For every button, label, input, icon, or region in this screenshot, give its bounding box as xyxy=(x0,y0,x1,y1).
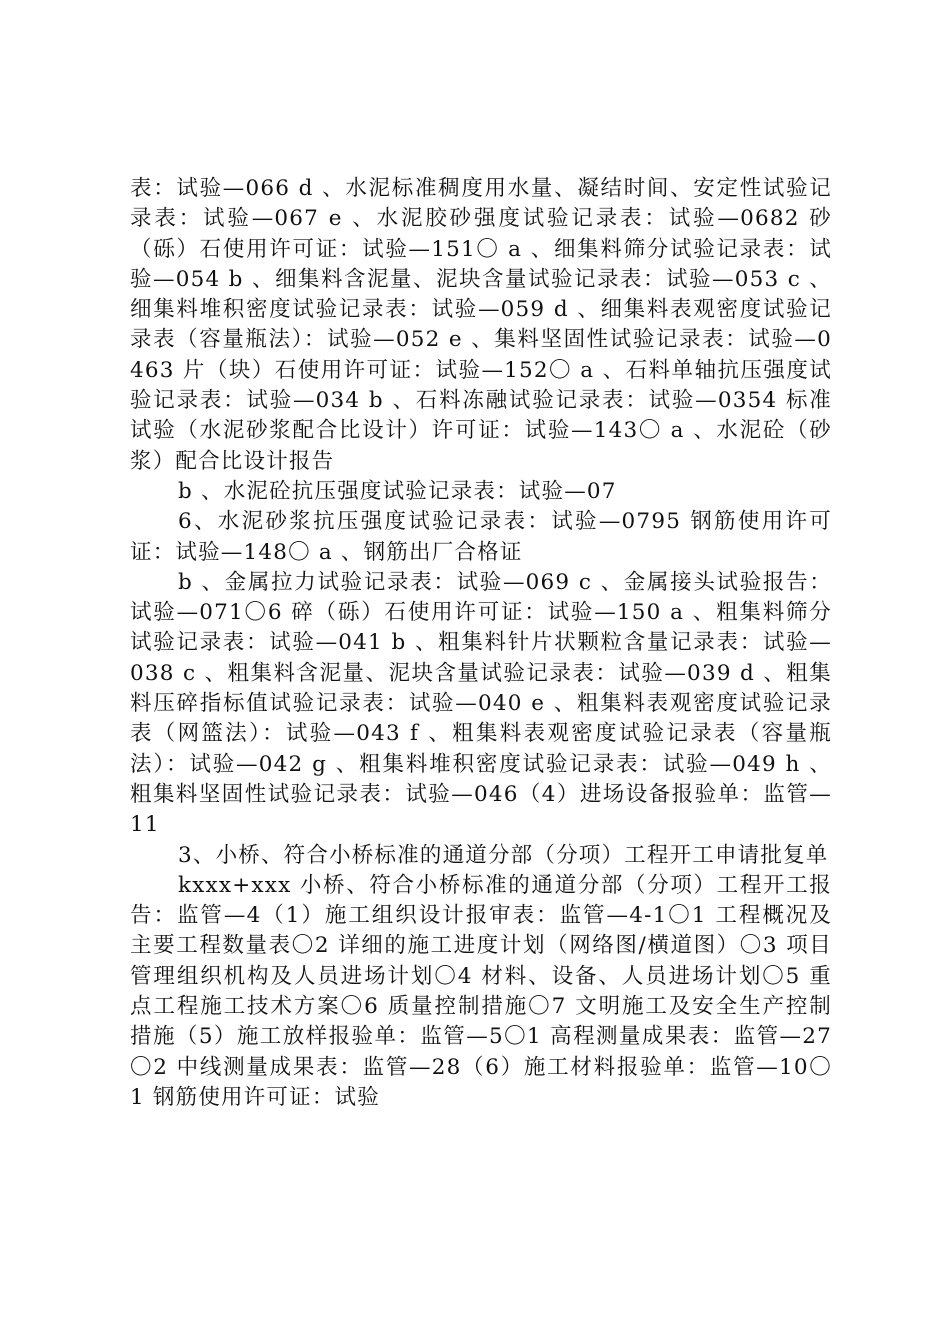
paragraph-concrete-strength: b 、水泥砼抗压强度试验记录表：试验—07 xyxy=(178,478,617,504)
paragraph-metal-tests: b 、金属拉力试验记录表：试验—069 c 、金属接头试验报告：试验—071〇6 碎（砾）石使用许可证：试验—150 a 、粗集料筛分试验记录表：试验—041 b 、粗集料针片状颗粒含量记录表：试验—038 c 、粗集料含泥量、泥块含量试验记录表：试验—039 d 、粗集料压碎指标值试验记录表：试验—040 e 、粗集料表观密度试验记录表（网篮法）：试验—043 f 、粗集料表观密度试验记录表（容量瓶法）：试验—042 g 、粗集料堆积密度试验记录表：试验—049 h 、粗集料坚固性试验记录表：试验—046（4）进场设备报验单：监管—11 xyxy=(130,569,832,838)
document-body xyxy=(130,174,832,1113)
paragraph-mortar-strength: 6、水泥砂浆抗压强度试验记录表：试验—0795 钢筋使用许可证：试验—148〇 a 、钢筋出厂合格证 xyxy=(130,509,832,565)
paragraph-bridge-application: 3、小桥、符合小桥标准的通道分部（分项）工程开工申请批复单 xyxy=(178,842,829,868)
paragraph-materials-tests: 表：试验—066 d 、水泥标准稠度用水量、凝结时间、安定性试验记录表：试验—067 e 、水泥胶砂强度试验记录表：试验—0682 砂（砾）石使用许可证：试验—151〇 a 、细集料筛分试验记录表：试验—054 b 、细集料含泥量、泥块含量试验记录表：试验—053 c 、细集料堆积密度试验记录表：试验—059 d 、细集料表观密度试验记录表（容量瓶法）：试验—052 e 、集料坚固性试验记录表：试验—0463 片（块）石使用许可证：试验—152〇 a 、石料单轴抗压强度试验记录表：试验—034 b 、石料冻融试验记录表：试验—0354 标准试验（水泥砂浆配合比设计）许可证：试验—143〇 a 、水泥砼（砂浆）配合比设计报告 xyxy=(130,176,832,474)
paragraph-bridge-report: kxxx+xxx 小桥、符合小桥标准的通道分部（分项）工程开工报告：监管—4（1）施工组织设计报审表：监管—4-1〇1 工程概况及主要工程数量表〇2 详细的施工进度计划（网络图/横道图）〇3 项目管理组织机构及人员进场计划〇4 材料、设备、人员进场计划〇5 重点工程施工技术方案〇6 质量控制措施〇7 文明施工及安全生产控制措施（5）施工放样报验单：监管—5〇1 高程测量成果表：监管—27〇2 中线测量成果表：监管—28（6）施工材料报验单：监管—10〇1 钢筋使用许可证：试验 xyxy=(130,872,832,1110)
